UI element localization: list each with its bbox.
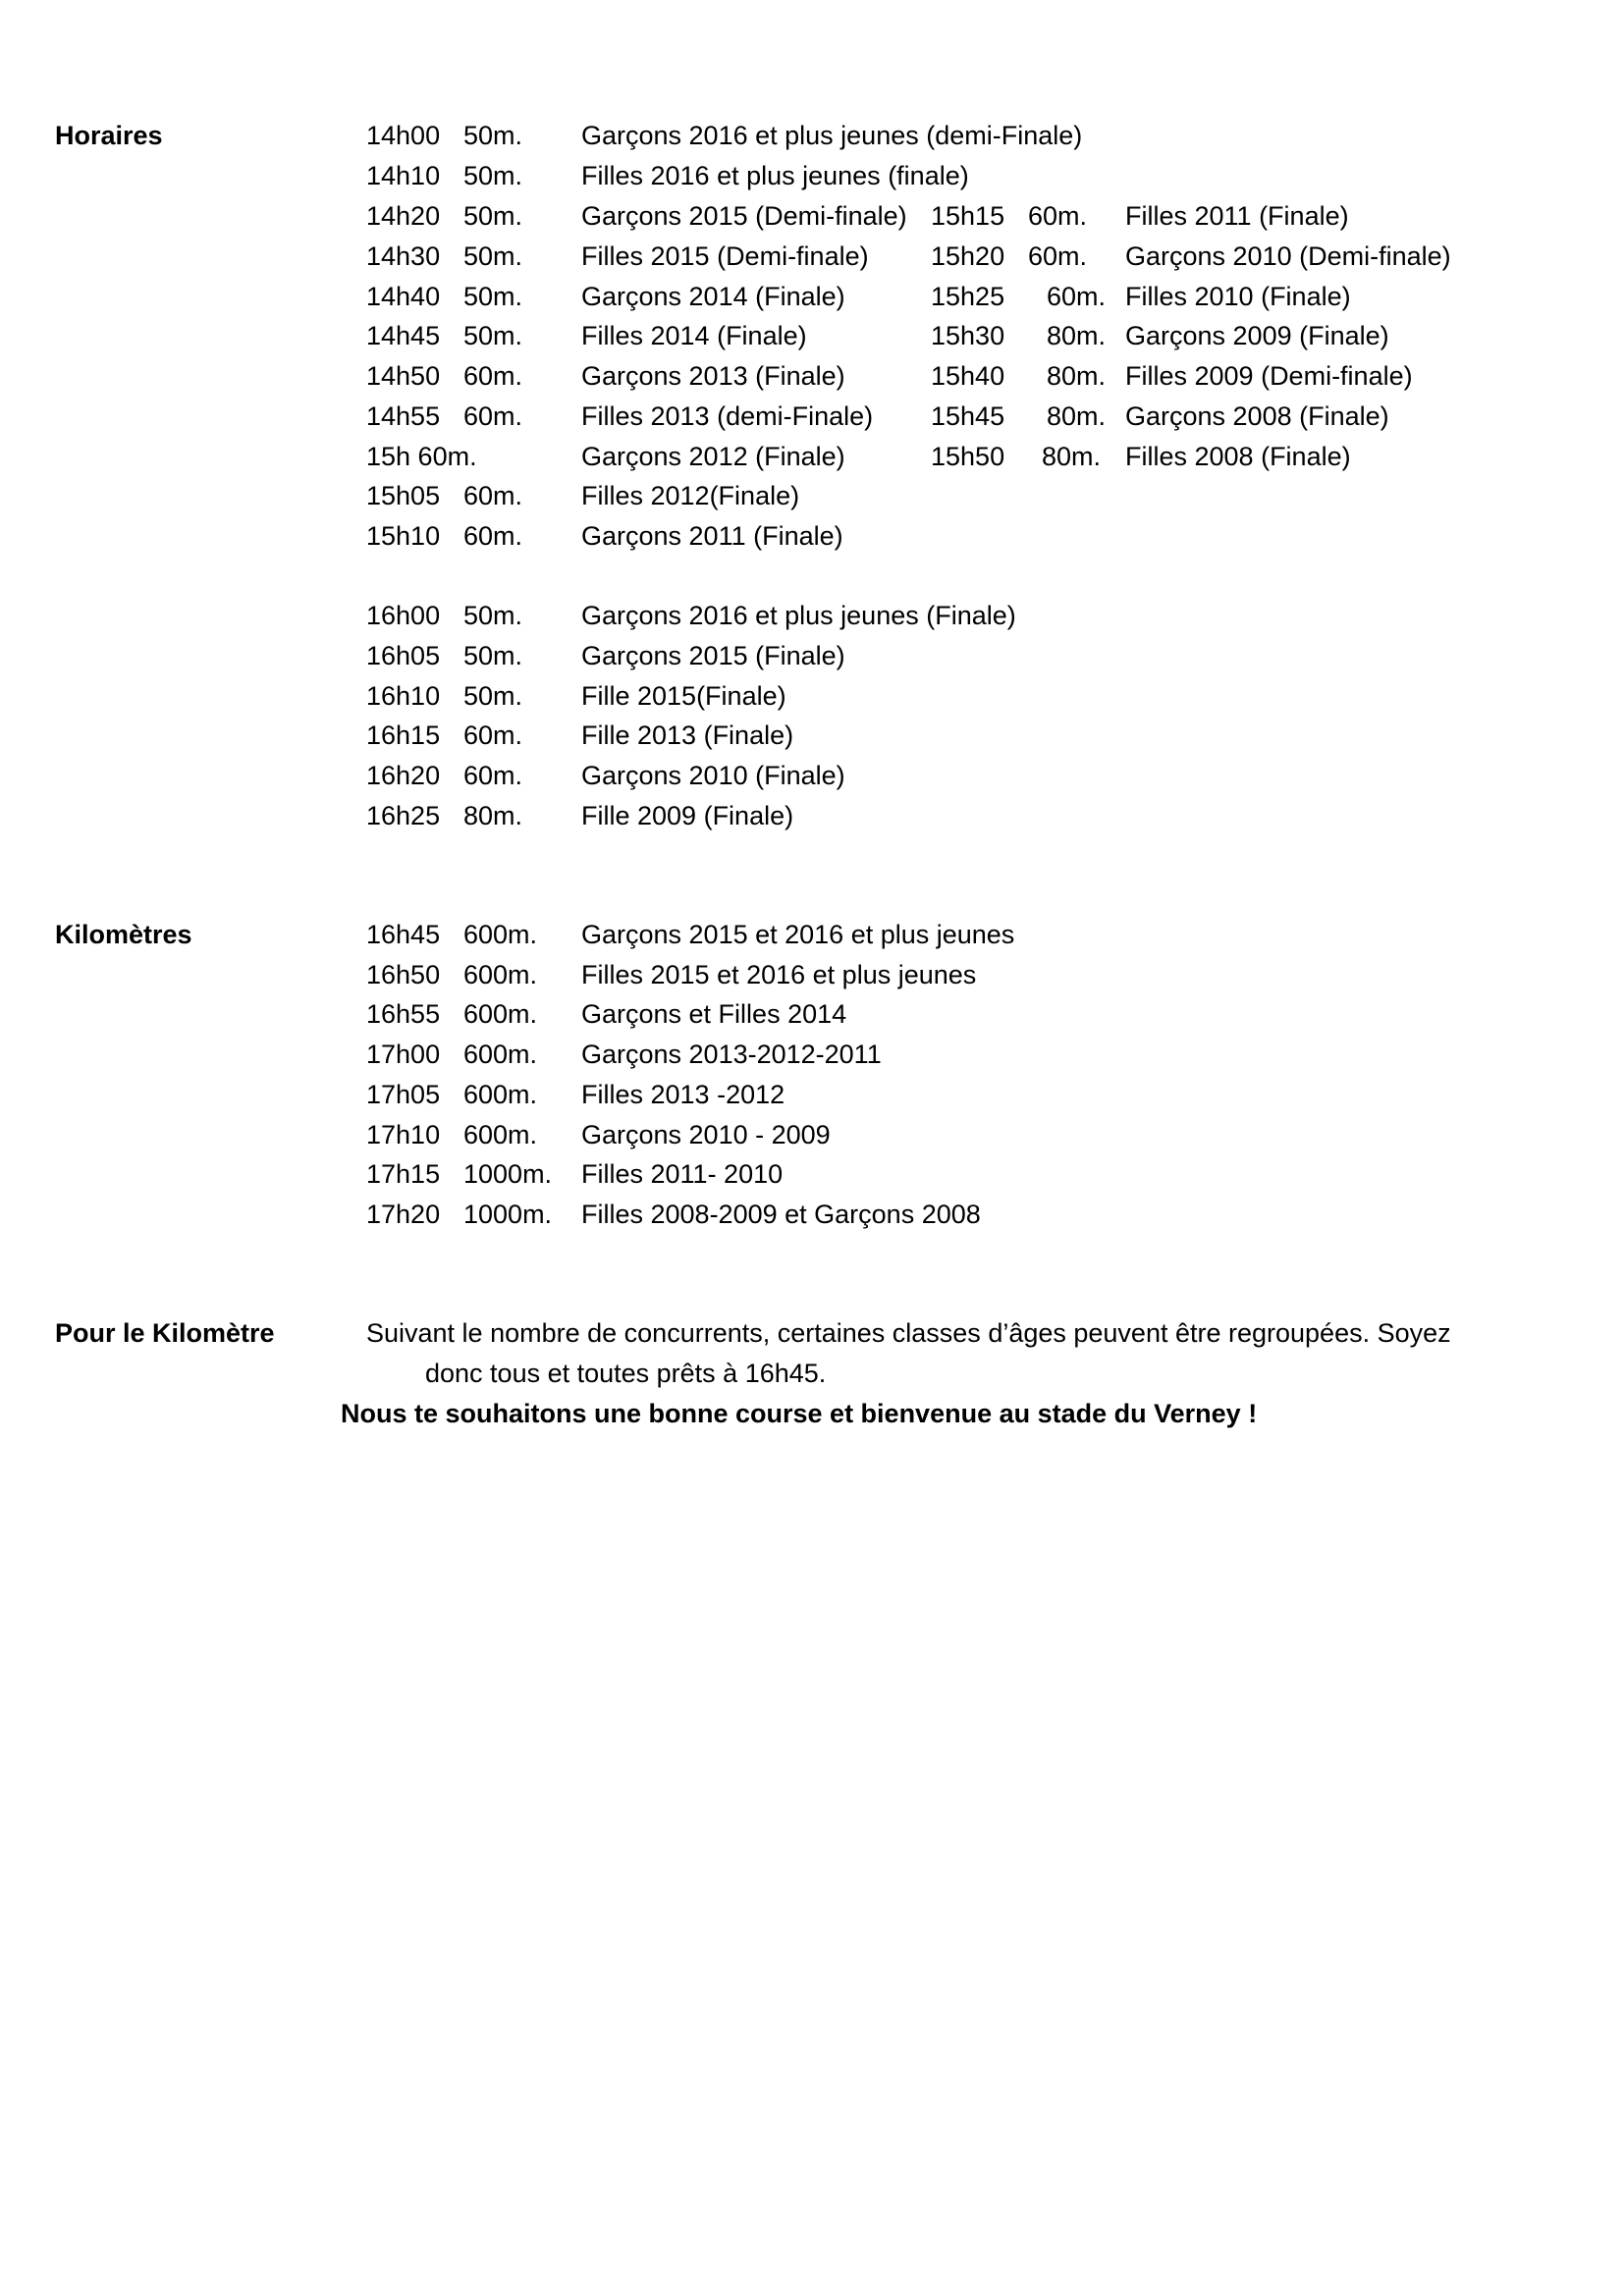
row-time: 14h40 bbox=[366, 282, 441, 311]
schedule-row bbox=[931, 237, 1481, 276]
closing-message: Nous te souhaitons une bonne course et bienvenue au stade du Verney ! bbox=[341, 1399, 1258, 1428]
row-distance: 80m. bbox=[463, 801, 523, 830]
row-category: Filles 2015 et 2016 et plus jeunes bbox=[581, 960, 977, 989]
row-distance: 60m. bbox=[463, 401, 523, 431]
schedule-row bbox=[366, 636, 1054, 675]
row-time: 15h30 bbox=[931, 321, 1005, 350]
row-time: 14h20 bbox=[366, 201, 441, 231]
row-category: Garçons 2013-2012-2011 bbox=[581, 1040, 882, 1069]
row-time: 16h10 bbox=[366, 681, 441, 711]
row-distance: 1000m. bbox=[463, 1200, 553, 1229]
row-distance: 50m. bbox=[463, 161, 523, 190]
note-text-line-2: donc tous et toutes prêts à 16h45. bbox=[425, 1359, 827, 1388]
row-distance: 60m. bbox=[1047, 282, 1107, 311]
row-time: 15h20 bbox=[931, 241, 1005, 271]
schedule-row bbox=[366, 356, 916, 396]
schedule-row bbox=[931, 397, 1481, 436]
row-time: 15h25 bbox=[931, 282, 1005, 311]
row-time: 16h45 bbox=[366, 920, 441, 949]
row-category: Filles 2014 (Finale) bbox=[581, 321, 807, 350]
row-category: Filles 2009 (Demi-finale) bbox=[1125, 361, 1413, 391]
row-time: 16h05 bbox=[366, 641, 441, 670]
row-distance: 50m. bbox=[463, 641, 523, 670]
row-category: Filles 2013 (demi-Finale) bbox=[581, 401, 874, 431]
schedule-row bbox=[366, 196, 916, 236]
row-category: Garçons 2010 (Finale) bbox=[581, 761, 845, 790]
row-distance: 600m. bbox=[463, 920, 538, 949]
schedule-row bbox=[366, 277, 916, 316]
row-category: Filles 2013 -2012 bbox=[581, 1080, 785, 1109]
schedule-row bbox=[366, 955, 1054, 994]
row-distance: 80m. bbox=[1042, 442, 1102, 471]
row-distance: 80m. bbox=[1047, 361, 1107, 391]
row-time: 14h30 bbox=[366, 241, 441, 271]
row-category: Garçons 2012 (Finale) bbox=[581, 442, 845, 471]
row-distance: 60m. bbox=[463, 481, 523, 510]
note-text-line-1: Suivant le nombre de concurrents, certaines classes d’âges peuvent être regroupées. Soyez bbox=[366, 1318, 1451, 1348]
row-category: Filles 2011- 2010 bbox=[581, 1159, 784, 1189]
row-time: 17h10 bbox=[366, 1120, 441, 1149]
row-distance: 50m. bbox=[463, 282, 523, 311]
row-category: Filles 2008-2009 et Garçons 2008 bbox=[581, 1200, 981, 1229]
row-distance: 60m. bbox=[463, 521, 523, 551]
row-category: Fille 2009 (Finale) bbox=[581, 801, 794, 830]
row-time: 16h25 bbox=[366, 801, 441, 830]
schedule-row bbox=[931, 196, 1481, 236]
row-distance: 60m. bbox=[463, 761, 523, 790]
row-time: 15h 60m. bbox=[366, 442, 477, 471]
schedule-row bbox=[366, 1115, 1054, 1154]
schedule-row bbox=[931, 437, 1481, 476]
row-category: Filles 2008 (Finale) bbox=[1125, 442, 1351, 471]
row-time: 15h05 bbox=[366, 481, 441, 510]
row-time: 15h50 bbox=[931, 442, 1005, 471]
row-time: 14h45 bbox=[366, 321, 441, 350]
row-distance: 600m. bbox=[463, 1080, 538, 1109]
row-distance: 50m. bbox=[463, 201, 523, 231]
row-distance: 60m. bbox=[463, 361, 523, 391]
row-distance: 600m. bbox=[463, 1040, 538, 1069]
schedule-row bbox=[366, 676, 1054, 716]
row-time: 15h45 bbox=[931, 401, 1005, 431]
schedule-row bbox=[366, 316, 916, 355]
schedule-row bbox=[366, 596, 1054, 635]
row-category: Garçons 2011 (Finale) bbox=[581, 521, 843, 551]
row-time: 16h00 bbox=[366, 601, 441, 630]
schedule-row bbox=[366, 1035, 1054, 1074]
row-distance: 80m. bbox=[1047, 321, 1107, 350]
schedule-row bbox=[366, 476, 916, 515]
row-time: 16h15 bbox=[366, 721, 441, 750]
row-distance: 50m. bbox=[463, 321, 523, 350]
schedule-row bbox=[366, 156, 969, 195]
schedule-row bbox=[366, 716, 1054, 755]
schedule-row bbox=[366, 516, 916, 556]
row-distance: 1000m. bbox=[463, 1159, 553, 1189]
row-time: 14h50 bbox=[366, 361, 441, 391]
schedule-row bbox=[931, 316, 1481, 355]
row-category: Filles 2015 (Demi-finale) bbox=[581, 241, 869, 271]
row-time: 16h20 bbox=[366, 761, 441, 790]
note-label: Pour le Kilomètre bbox=[55, 1318, 275, 1348]
row-distance: 50m. bbox=[463, 121, 523, 150]
schedule-row bbox=[366, 1195, 1054, 1234]
row-category: Fille 2015(Finale) bbox=[581, 681, 786, 711]
row-distance: 50m. bbox=[463, 241, 523, 271]
horaires-label: Horaires bbox=[55, 121, 163, 150]
schedule-row bbox=[366, 756, 1054, 795]
schedule-row bbox=[366, 796, 1054, 835]
row-distance: 60m. bbox=[1028, 201, 1088, 231]
row-time: 15h15 bbox=[931, 201, 1005, 231]
row-distance: 50m. bbox=[463, 681, 523, 711]
row-category: Garçons 2015 (Finale) bbox=[581, 641, 845, 670]
row-distance: 80m. bbox=[1047, 401, 1107, 431]
row-time: 14h10 bbox=[366, 161, 441, 190]
schedule-row bbox=[366, 116, 1083, 155]
row-time: 17h20 bbox=[366, 1200, 441, 1229]
schedule-row bbox=[931, 356, 1481, 396]
row-category: Garçons 2010 - 2009 bbox=[581, 1120, 831, 1149]
row-time: 15h10 bbox=[366, 521, 441, 551]
row-category: Filles 2011 (Finale) bbox=[1125, 201, 1349, 231]
row-distance: 50m. bbox=[463, 601, 523, 630]
row-time: 15h40 bbox=[931, 361, 1005, 391]
kilometres-label: Kilomètres bbox=[55, 920, 192, 949]
row-category: Fille 2013 (Finale) bbox=[581, 721, 794, 750]
row-time: 17h05 bbox=[366, 1080, 441, 1109]
row-category: Garçons 2015 et 2016 et plus jeunes bbox=[581, 920, 1015, 949]
schedule-row bbox=[366, 237, 916, 276]
schedule-row bbox=[366, 994, 1054, 1034]
schedule-row bbox=[366, 437, 916, 476]
row-category: Garçons 2016 et plus jeunes (demi-Finale) bbox=[581, 121, 1083, 150]
schedule-row bbox=[931, 277, 1481, 316]
row-category: Garçons 2015 (Demi-finale) bbox=[581, 201, 907, 231]
row-distance: 600m. bbox=[463, 999, 538, 1029]
row-category: Garçons 2013 (Finale) bbox=[581, 361, 845, 391]
row-distance: 60m. bbox=[1028, 241, 1088, 271]
row-category: Garçons 2008 (Finale) bbox=[1125, 401, 1389, 431]
row-category: Garçons 2010 (Demi-finale) bbox=[1125, 241, 1451, 271]
row-category: Garçons et Filles 2014 bbox=[581, 999, 847, 1029]
row-distance: 60m. bbox=[463, 721, 523, 750]
row-category: Garçons 2016 et plus jeunes (Finale) bbox=[581, 601, 1016, 630]
row-time: 14h00 bbox=[366, 121, 441, 150]
row-distance: 600m. bbox=[463, 960, 538, 989]
schedule-row bbox=[366, 1075, 1054, 1114]
schedule-row bbox=[366, 915, 1054, 954]
schedule-row bbox=[366, 397, 916, 436]
row-category: Filles 2012(Finale) bbox=[581, 481, 800, 510]
row-time: 16h55 bbox=[366, 999, 441, 1029]
row-distance: 600m. bbox=[463, 1120, 538, 1149]
row-category: Garçons 2014 (Finale) bbox=[581, 282, 845, 311]
row-time: 16h50 bbox=[366, 960, 441, 989]
row-category: Garçons 2009 (Finale) bbox=[1125, 321, 1389, 350]
schedule-row bbox=[366, 1154, 1054, 1194]
row-time: 17h00 bbox=[366, 1040, 441, 1069]
row-time: 14h55 bbox=[366, 401, 441, 431]
row-category: Filles 2016 et plus jeunes (finale) bbox=[581, 161, 969, 190]
row-category: Filles 2010 (Finale) bbox=[1125, 282, 1351, 311]
row-time: 17h15 bbox=[366, 1159, 441, 1189]
